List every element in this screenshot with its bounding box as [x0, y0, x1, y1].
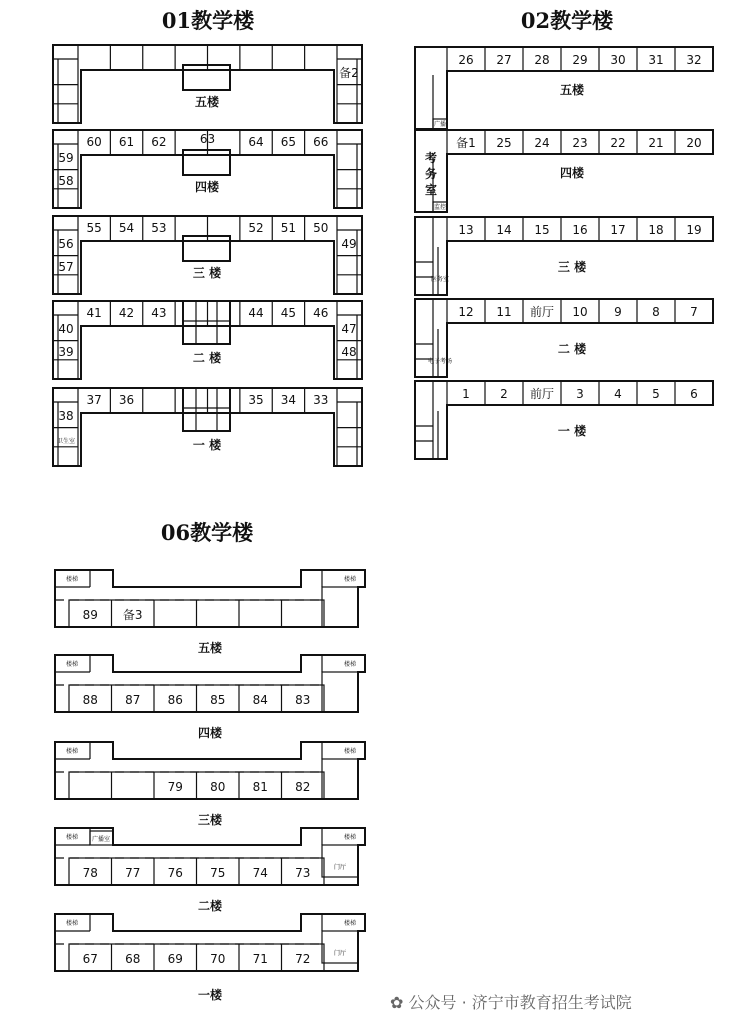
b02-room-20: 20 — [686, 136, 702, 150]
b06-floor-1 — [55, 914, 365, 1002]
b06-room-83: 83 — [295, 693, 311, 707]
b01-room-34: 34 — [280, 393, 297, 407]
b01-floor-3 — [53, 216, 362, 294]
b06-room-68: 68 — [125, 952, 141, 966]
b01-room-44: 44 — [248, 306, 264, 320]
b02-room-6: 6 — [690, 387, 698, 401]
b01-floor-1 — [53, 388, 362, 466]
b01-room-51: 51 — [280, 221, 297, 235]
b02-floor-label: 二 楼 — [557, 342, 587, 356]
b02-floor-1 — [415, 381, 713, 459]
b02-floor-label: 四楼 — [559, 166, 585, 180]
b06-floor-3 — [55, 742, 365, 827]
b06-hall — [322, 759, 358, 799]
b01-side-room: 39 — [58, 345, 74, 359]
b02-floor-label: 一 楼 — [557, 424, 587, 438]
b01-floor-label: 一 楼 — [192, 438, 222, 452]
b06-stair-label: 楼梯 — [343, 834, 357, 841]
b01-side-room: 40 — [58, 322, 74, 336]
b06-room-67: 67 — [82, 952, 98, 966]
b01-room-45: 45 — [280, 306, 297, 320]
b06-floor-label: 三楼 — [197, 813, 223, 827]
b06-room-88: 88 — [82, 693, 98, 707]
b02-room-24: 24 — [534, 136, 550, 150]
b02-side-label-char: 务 — [424, 167, 438, 181]
b02-room-28: 28 — [534, 53, 550, 67]
building-01-title: 01教学楼 — [161, 8, 255, 33]
b02-room-18: 18 — [648, 223, 664, 237]
b06-hall — [322, 672, 358, 712]
b06-room-70: 70 — [210, 952, 226, 966]
b01-room-35: 35 — [248, 393, 264, 407]
b06-stair-label: 楼梯 — [343, 748, 357, 755]
b06-floor-label: 二楼 — [197, 899, 223, 913]
b02-room-5: 5 — [652, 387, 660, 401]
b06-stair-label: 楼梯 — [343, 661, 357, 668]
b01-room-53: 53 — [151, 221, 167, 235]
b01-side-room: 59 — [58, 151, 74, 165]
b06-room-72: 72 — [295, 952, 311, 966]
b06-stair-label: 楼梯 — [65, 661, 79, 668]
building-02-plan — [415, 47, 713, 459]
b01-floor-label: 五楼 — [194, 95, 220, 109]
b06-room-79: 79 — [167, 780, 183, 794]
b01-stair — [183, 301, 230, 344]
b01-floor-label: 四楼 — [194, 180, 220, 194]
b01-floor-label: 三 楼 — [192, 266, 222, 280]
b01-stair — [183, 388, 230, 431]
b02-small-room-label: 电子考场 — [427, 358, 453, 365]
b01-room-52: 52 — [248, 221, 264, 235]
b01-room-61: 61 — [118, 135, 135, 149]
building-06-title: 06教学楼 — [160, 520, 254, 545]
b01-room-36: 36 — [118, 393, 135, 407]
b01-room-60: 60 — [86, 135, 102, 149]
b02-room-21: 21 — [648, 136, 664, 150]
b01-side-room: 备2 — [339, 66, 359, 80]
b01-side-room: 38 — [58, 409, 74, 423]
b06-stair-label: 楼梯 — [65, 748, 79, 755]
b01-side-room: 47 — [341, 322, 357, 336]
b02-room-16: 16 — [572, 223, 588, 237]
b02-side-label-char: 考 — [424, 151, 438, 165]
b01-floor-4 — [53, 130, 362, 208]
b06-room-86: 86 — [167, 693, 183, 707]
b02-room-前厅: 前厅 — [529, 305, 555, 319]
b01-room-42: 42 — [118, 306, 135, 320]
b02-room-30: 30 — [610, 53, 626, 67]
b01-room-65: 65 — [280, 135, 297, 149]
b02-room-8: 8 — [652, 305, 660, 319]
b06-room-69: 69 — [167, 952, 183, 966]
b06-outline — [55, 570, 365, 627]
b02-outline — [415, 381, 713, 459]
b06-floor-5 — [55, 570, 365, 655]
b06-hall — [322, 931, 358, 963]
b02-room-23: 23 — [572, 136, 588, 150]
b06-room-75: 75 — [210, 866, 226, 880]
b01-room-37: 37 — [86, 393, 102, 407]
watermark-text: 公众号 · 济宁市教育招生考试院 — [408, 993, 632, 1012]
b06-room-78: 78 — [82, 866, 98, 880]
b01-room-46: 46 — [313, 306, 329, 320]
b06-room-74: 74 — [252, 866, 268, 880]
b02-room-14: 14 — [496, 223, 512, 237]
b06-extra-room-label: 广播室 — [91, 836, 111, 843]
b01-room-66: 66 — [313, 135, 329, 149]
b02-room-11: 11 — [496, 305, 512, 319]
b01-room-64: 64 — [248, 135, 264, 149]
b02-room-1: 1 — [462, 387, 470, 401]
b01-room-62: 62 — [151, 135, 167, 149]
b01-room-54: 54 — [118, 221, 135, 235]
b02-room-19: 19 — [686, 223, 702, 237]
b02-side-label-char: 室 — [424, 183, 438, 197]
b01-floor-5 — [53, 45, 362, 123]
b01-floor-label: 二 楼 — [192, 351, 222, 365]
b02-room-13: 13 — [458, 223, 474, 237]
b01-side-room: 49 — [341, 237, 357, 251]
b02-floor-label: 三 楼 — [557, 260, 587, 274]
b06-floor-2 — [55, 828, 365, 913]
b06-hall-label: 门厅 — [333, 950, 347, 957]
b06-room-82: 82 — [295, 780, 311, 794]
building-01-plan — [53, 45, 362, 466]
b01-room-55: 55 — [86, 221, 102, 235]
b02-room-10: 10 — [572, 305, 588, 319]
building-02-title: 02教学楼 — [520, 8, 614, 33]
b02-room-15: 15 — [534, 223, 550, 237]
b02-floor-5 — [415, 47, 713, 129]
b02-room-31: 31 — [648, 53, 664, 67]
b01-stair — [183, 150, 230, 175]
b06-hall — [322, 845, 358, 877]
b02-room-32: 32 — [686, 53, 702, 67]
b02-room-25: 25 — [496, 136, 512, 150]
b06-room-77: 77 — [125, 866, 141, 880]
b02-room-前厅: 前厅 — [529, 387, 555, 401]
b01-room-63: 63 — [199, 132, 216, 146]
b02-small-room-label: 广播 — [433, 121, 447, 128]
b06-stair-label: 楼梯 — [65, 920, 79, 927]
b01-stair — [183, 65, 230, 90]
b06-stair-label: 楼梯 — [343, 920, 357, 927]
b01-stair — [183, 236, 230, 261]
b02-small-room-label: 监控 — [433, 204, 447, 211]
b01-side-room: 56 — [58, 237, 74, 251]
watermark — [390, 990, 632, 1013]
b02-room-备1: 备1 — [456, 136, 476, 150]
b02-room-12: 12 — [458, 305, 474, 319]
b01-side-room: 卫生室 — [56, 438, 76, 445]
b02-room-17: 17 — [610, 223, 626, 237]
b02-room-4: 4 — [614, 387, 622, 401]
building-06-plan — [55, 570, 365, 1002]
b01-room-50: 50 — [313, 221, 329, 235]
b06-room-76: 76 — [167, 866, 183, 880]
b01-room-33: 33 — [313, 393, 329, 407]
b01-room-43: 43 — [151, 306, 167, 320]
b06-room-备3: 备3 — [122, 608, 143, 622]
b06-room-87: 87 — [125, 693, 141, 707]
b02-floor-3 — [415, 217, 713, 295]
b02-room-22: 22 — [610, 136, 626, 150]
b06-hall — [322, 587, 358, 627]
b02-room-27: 27 — [496, 53, 512, 67]
b01-floor-2 — [53, 301, 362, 379]
b06-floor-4 — [55, 655, 365, 740]
b06-room-71: 71 — [252, 952, 268, 966]
b06-room-80: 80 — [210, 780, 226, 794]
b02-room-2: 2 — [500, 387, 508, 401]
b06-stair-label: 楼梯 — [65, 576, 79, 583]
b01-room-41: 41 — [86, 306, 102, 320]
b02-floor-2 — [415, 299, 713, 377]
b02-floor-4 — [415, 130, 713, 212]
b06-room-85: 85 — [210, 693, 226, 707]
b01-side-room: 58 — [58, 174, 74, 188]
b06-room-89: 89 — [82, 608, 98, 622]
b01-side-room: 57 — [58, 260, 74, 274]
wechat-icon: ✿ — [390, 993, 404, 1012]
b02-room-26: 26 — [458, 53, 474, 67]
b06-floor-label: 五楼 — [197, 641, 223, 655]
b06-floor-label: 一楼 — [197, 988, 223, 1002]
b02-small-room-label: 医务室 — [430, 276, 450, 283]
b01-side-room: 48 — [341, 345, 357, 359]
b02-room-3: 3 — [576, 387, 584, 401]
b06-room-73: 73 — [295, 866, 311, 880]
b06-room-84: 84 — [252, 693, 268, 707]
b02-room-7: 7 — [690, 305, 698, 319]
b06-room-81: 81 — [252, 780, 268, 794]
b02-room-29: 29 — [572, 53, 588, 67]
b06-stair-label: 楼梯 — [65, 834, 79, 841]
b02-room-9: 9 — [614, 305, 622, 319]
b06-stair-label: 楼梯 — [343, 576, 357, 583]
b02-floor-label: 五楼 — [559, 83, 585, 97]
b06-hall-label: 门厅 — [333, 864, 347, 871]
b06-floor-label: 四楼 — [197, 726, 223, 740]
